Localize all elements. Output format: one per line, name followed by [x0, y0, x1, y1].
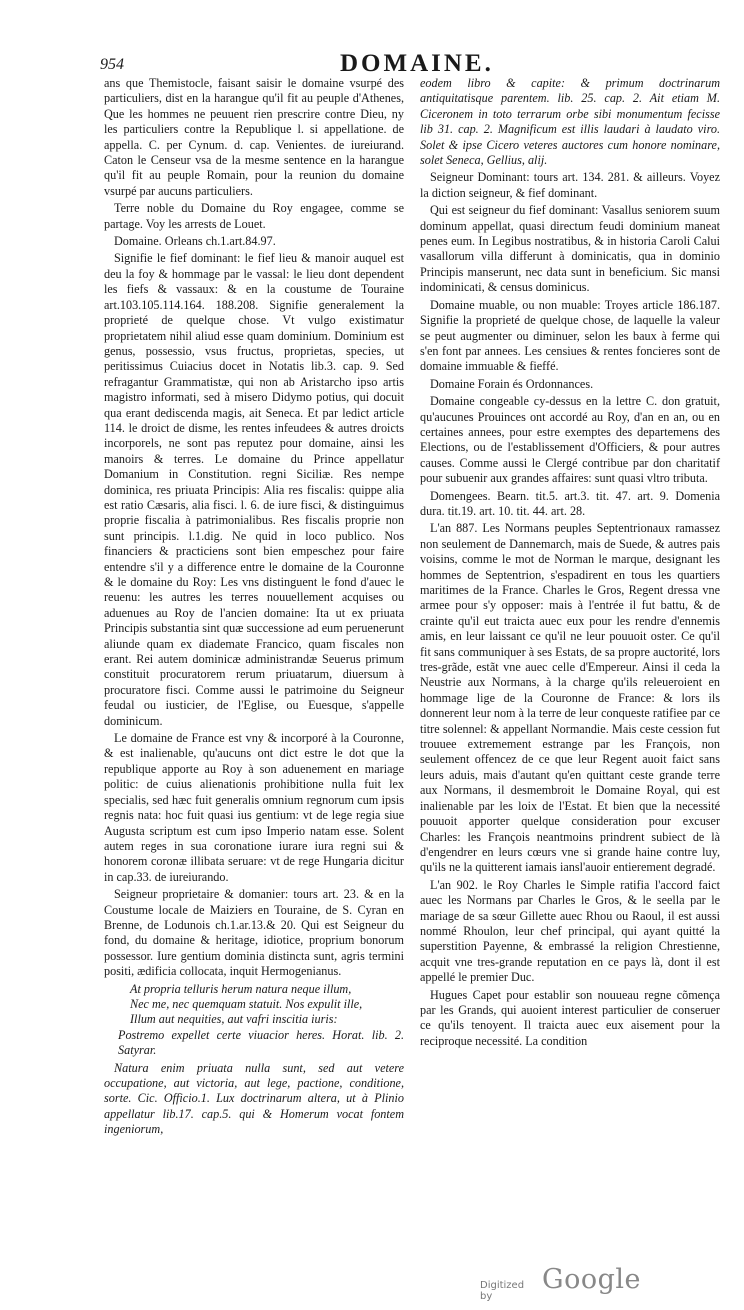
paragraph: Signifie le fief dominant: le fief lieu & manoir auquel est deu la foy & hommage par le vassal: le lieu dont dependent les fiefs & vassaux: & en la coustume de Touraine art.103.105.114.164. 188.208. Signifie generalement la proprieté de quelque chose. Vt vulgo existimatur proprietatem nihil aliud esse quam dominium. Dominium est genus, possessio, vsus fructus, proprietas, species, ut peritissimus Cuiacius docet in Notatis lib.3. cap. 9. Sed refragantur Grammatistæ, qui non ab Aristarcho ipso artis magistro informati, sed à misero Didymo potius, qui docuit qua erant dediscenda magis, ait Seneca. Et par ledict article 114. le droict de disme, les rentes infeudees & autres droicts incorporels, ne sont pas reputez pour domaine, ainsi les manoirs & terres. Le domaine du Prince appellatur Domanium in Constitution. regni Siciliæ. Res nempe dominica, res priuata Principis: Alia res fiscalis: quippe alia est ratio Cæsaris, alia fisci. l. 6. de iure fisci, & distinguimus proprie fiscalia à patrimonialibus. Res fiscalis proprie non sunt principis. l.1.dig. Ne quid in loco publico. Nos financiers & practiciens sont bien empeschez pour faire entendre s'il y a difference entre le domaine de la Couronne & le domaine du Roy: Les vns distinguent le fond d'auec le reuenu: les autres les terres nouuellement acquises ou aduenues au Roy de l'ancien domaine: Ita ut ex priuata Principis substantia sint quæ successione ad eum peruenerunt aliunde quam ex diademate Francico, quam fiscales non erant. Rei autem dominicæ administrandæ Seuerus primum constituit procuratorem rerum priuatarum, diuersum à procuratore fisci. Comme aussi le patrimoine du Seigneur feudal ou iusticier, de l'Eglise, ou Euesque, s'appelle dominicum.: [104, 251, 404, 728]
running-title: DOMAINE.: [340, 50, 494, 77]
right-column: [420, 76, 720, 1051]
paragraph: Seigneur proprietaire & domanier: tours art. 23. & en la Coustume locale de Maiziers en Touraine, de S. Cyran en Brenne, de Lodunois ch.1.ar.13.& 20. Qui est Seigneur du fond, du domaine & heritage, idiotice, proprium bonorum possessor. Iure gentium dominia distincta sunt, agris termini positi, ædificia collocata, inquit Hermogenianus.: [104, 887, 404, 979]
verse-line: Nec me, nec quemquam statuit. Nos expulit ille,: [130, 996, 363, 1011]
paragraph: Domaine. Orleans ch.1.art.84.97.: [114, 234, 276, 249]
paragraph: Domaine Forain és Ordonnances.: [430, 376, 594, 391]
paragraph: L'an 902. le Roy Charles le Simple ratifia l'accord faict auec les Normans par Charles le Gros, & le seella par le mariage de sa sœur Gillette auec Rhou ou Raoul, il est aussi nommé Rhoulon, leur chef principal, qui ayant quitté la superstition Payenne, & embrassé la religion Chrestienne, acquit vne tres-grande reputation en ce pays là, dont il est appellé le premier Duc.: [420, 877, 720, 985]
paragraph: Domaine muable, ou non muable: Troyes article 186.187. Signifie la proprieté de quelque chose, de laquelle la valeur se peut augmenter ou diminuer, selon les baux à ferme qui s'en font par annees. Les censiues & rentes foncieres sont de domaine immuable & fieffé.: [420, 297, 720, 374]
verse-line: Postremo expellet certe viuacior heres. Horat. lib. 2. Satyrar.: [118, 1027, 404, 1058]
verse-line: At propria telluris herum natura neque illum,: [130, 981, 352, 996]
left-column: [104, 76, 404, 1140]
watermark-prefix: Digitized by: [480, 1280, 525, 1302]
paragraph: Domengees. Bearn. tit.5. art.3. tit. 47. art. 9. Domenia dura. tit.19. art. 10. tit. 44. art. 28.: [420, 488, 720, 518]
paragraph: Natura enim priuata nulla sunt, sed aut vetere occupatione, aut victoria, aut lege, pactione, conditione, sorte. Cic. Officio.1. Lux doctrinarum altera, ut à Plinio appellatur lib.17. cap.5. qui & Homerum vocat fontem ingeniorum,: [104, 1060, 404, 1137]
paragraph: Terre noble du Domaine du Roy engagee, comme se partage. Voy les arrests de Louet.: [104, 201, 404, 231]
paragraph: Le domaine de France est vny & incorporé à la Couronne, & est inalienable, qu'aucuns ont dict estre le dot que la republique apporte au Roy à son aduenement en mariage politic: de cuius alienationis prohibitione nulla fuit lex specialis, sed hæc fuit generalis omnium regnorum cum ipsis regnis nata: hoc fuit quasi ius gentium: vt de lege regia siue Augusta scriptum est cum ipso Imperio natam esse. Solent autem reges in sua coronatione iurare iura regni sui & honorem coronæ illibata seruare: vt de rege Hungaria dicitur in cap.33. de iureiurando.: [104, 731, 404, 884]
verse-line: Illum aut nequities, aut vafri inscitia iuris:: [130, 1012, 338, 1027]
google-logo: Google: [542, 1264, 641, 1295]
page-number: 954: [100, 56, 124, 73]
paragraph: eodem libro & capite: & primum doctrinarum antiquitatisque parentem. lib. 25. cap. 2. Ait etiam M. Ciceronem in toto terrarum orbe sibi monumentum fecisse lib 31. cap. 2. Magnificum est illis laudari à laudato viro. Solet & ipse Cicero veteres auctores cum honore nominare, solet Seneca, Gellius, alij.: [420, 76, 720, 168]
paragraph: Domaine congeable cy-dessus en la lettre C. don gratuit, qu'aucunes Prouinces ont accordé au Roy, d'an en an, ou en certaines annees, pour estre exemptes des departemens des Elections, ou de l'establissement d'Officiers, & pour autres causes. Comme aussi le Clergé contribue par don charitatif pour subuenir aux grandes affaires: sunt quasi vltro tributa.: [420, 394, 720, 486]
paragraph: L'an 887. Les Normans peuples Septentrionaux ramassez non seulement de Dannemarch, mais de Suede, & autres pais voisins, comme le mot de Norman le marque, designant les hommes de Septentrion, s'espadirent en tous les quartiers maritimes de la France. Charles le Gros, Regent dressa vne armee pour s'y opposer: mais à l'entrée il fut battu, & de crainte qu'il eut traicta auec eux pour les rendre d'ennemis amis, en leur laissant ce qu'il ne leur pouuoit oster. Ce qu'il fit sans communiquer à ses Estats, de sa propre auctorité, lors tres-grãde, estãt vne auec celle d'Empereur. Ainsi il ceda la Neustrie aux Normans, à la charge qu'ils releueroient en hommage lige de la Couronne de France: & lors ils donnerent leur nom à la terre de leur conqueste ratifiee par ce titre solennel: & appellant Normandie. Mais ceste cession fut trouuee extremement estrange par les François, non seulement offencez de ce que leur Regent auoit faict sans leurs aduis, mais d'autant qu'en quittant ceste grande terre aux Normans, il desmembroit le Domaine Royal, qui est inalienable par les loix de l'Estat. Et bien que la necessité pouuoit apporter quelque consideration pour excuser Charles: les François neantmoins prindrent subiect de là d'engendrer en leurs cœurs vne si grande haine contre luy, qu'ils ne la quitterent iamais iansl'auoir entierement degradé.: [420, 521, 720, 875]
paragraph: Hugues Capet pour establir son nouueau regne cõmença par les Grands, qui auoient interest particulier de conseruer ce qu'ils tenoyent. Il traicta auec eux aisement pour la reciproque necessité. La condition: [420, 987, 720, 1048]
paragraph: Seigneur Dominant: tours art. 134. 281. & ailleurs. Voyez la diction seigneur, & fief dominant.: [420, 170, 720, 200]
paragraph: Qui est seigneur du fief dominant: Vasallus seniorem suum dominum appellat, quasi directum feudi dominium maneat penes eum. In Legibus nostratibus, & in historia Caroli Calui vasallorum villa differunt à dominicatis, qua in dominio Principis manserunt, nec data sunt in beneficium. Sic mansi indominicati, & census dominicus.: [420, 203, 720, 295]
paragraph: ans que Themistocle, faisant saisir le domaine vsurpé des particuliers, dist en la harangue qu'il fit au peuple d'Athenes, Que les hommes ne peuuent rien prescrire contre Dieu, ny les particuliers contre la Republique l. si appellatione. de appella. C. per Cynum. d. cap. Venientes. de iureiurand. Caton le Censeur vsa de la mesme sentence en la harangue qu'il fit au peuple Romain, pour la reunion du domaine vsurpé par aucuns particuliers.: [104, 76, 404, 198]
